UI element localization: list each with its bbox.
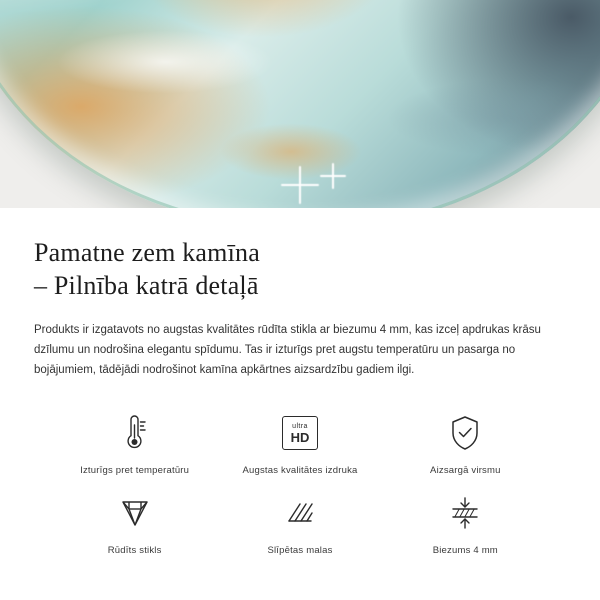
feature-label: Izturīgs pret temperatūru [80, 465, 190, 476]
feature-item [217, 410, 382, 476]
feature-item [383, 490, 548, 556]
ultra-hd-badge-top: ultra [292, 422, 308, 430]
title-line-2: – Pilnība katrā detaļā [34, 271, 259, 300]
hero-image [0, 0, 600, 208]
thermometer-icon [118, 410, 152, 456]
polished-edges-icon [281, 490, 319, 536]
round-marble-glass-panel [0, 0, 600, 208]
shield-check-icon [448, 410, 482, 456]
feature-item [383, 410, 548, 476]
feature-label: Biezums 4 mm [432, 545, 498, 556]
feature-label: Rūdīts stikls [107, 545, 162, 556]
ultra-hd-badge-bottom: HD [290, 429, 310, 445]
feature-grid [34, 410, 566, 556]
feature-item [52, 410, 217, 476]
title-line-1: Pamatne zem kamīna [34, 238, 260, 267]
ultra-hd-icon [282, 410, 318, 456]
feature-label: Augstas kvalitātes izdruka [242, 465, 358, 476]
diamond-icon [116, 490, 154, 536]
feature-item [217, 490, 382, 556]
page-title [34, 236, 566, 302]
content-block [0, 208, 600, 556]
feature-label: Aizsargā virsmu [430, 465, 501, 476]
feature-label: Slīpētas malas [267, 545, 333, 556]
thickness-icon [445, 490, 485, 536]
feature-item [52, 490, 217, 556]
product-description: Produkts ir izgatavots no augstas kvalitātes rūdīta stikla ar biezumu 4 mm, kas izceļ apdrukas krāsu dzīlumu un nodrošina elegantu spīdumu. Tas ir izturīgs pret augstu temperatūru un pasarga no bojājumiem, tādējādi nodrošinot kamīna apkārtnes aizsardzību gadiem ilgi. [34, 324, 541, 376]
